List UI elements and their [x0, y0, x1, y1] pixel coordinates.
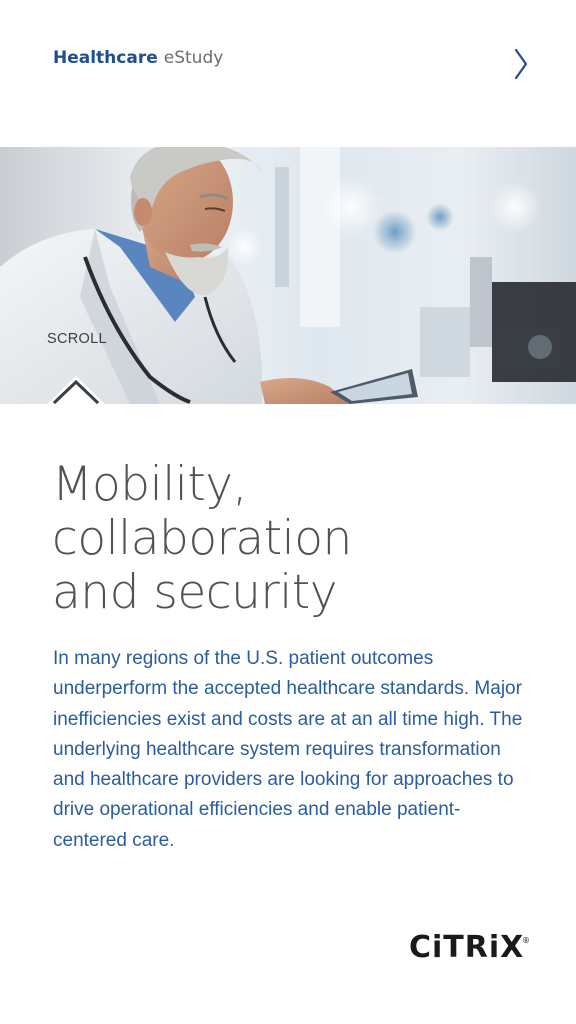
scroll-label: SCROLL: [47, 331, 107, 347]
title-line-2: collaboration: [52, 511, 352, 566]
brand-primary: Healthcare: [53, 48, 158, 68]
next-page-button[interactable]: [506, 44, 536, 84]
logo-wordmark: CiTRiX: [409, 930, 525, 965]
logo-registered-mark: ®: [522, 936, 530, 945]
title-line-1: Mobility,: [52, 457, 247, 512]
brand-title: [53, 48, 223, 68]
chevron-up-icon: [45, 372, 107, 406]
page-title: [52, 458, 552, 620]
intro-paragraph: In many regions of the U.S. patient outcomes underperform the accepted healthcare standards. Major inefficiencies exist and costs are at an all time high. The underlying healthcare system requires transformation and healthcare providers are looking for approaches to drive operational efficiencies and enable patient-centered care.: [53, 648, 523, 851]
app-header: [0, 0, 576, 120]
chevron-right-icon: [506, 44, 536, 84]
doctor-with-tablet-photo: [0, 147, 576, 404]
scroll-up-button[interactable]: [45, 372, 107, 406]
hero-image: [0, 147, 576, 404]
citrix-logo: [409, 924, 529, 972]
title-line-3: and security: [52, 565, 338, 620]
brand-secondary: eStudy: [163, 48, 224, 68]
